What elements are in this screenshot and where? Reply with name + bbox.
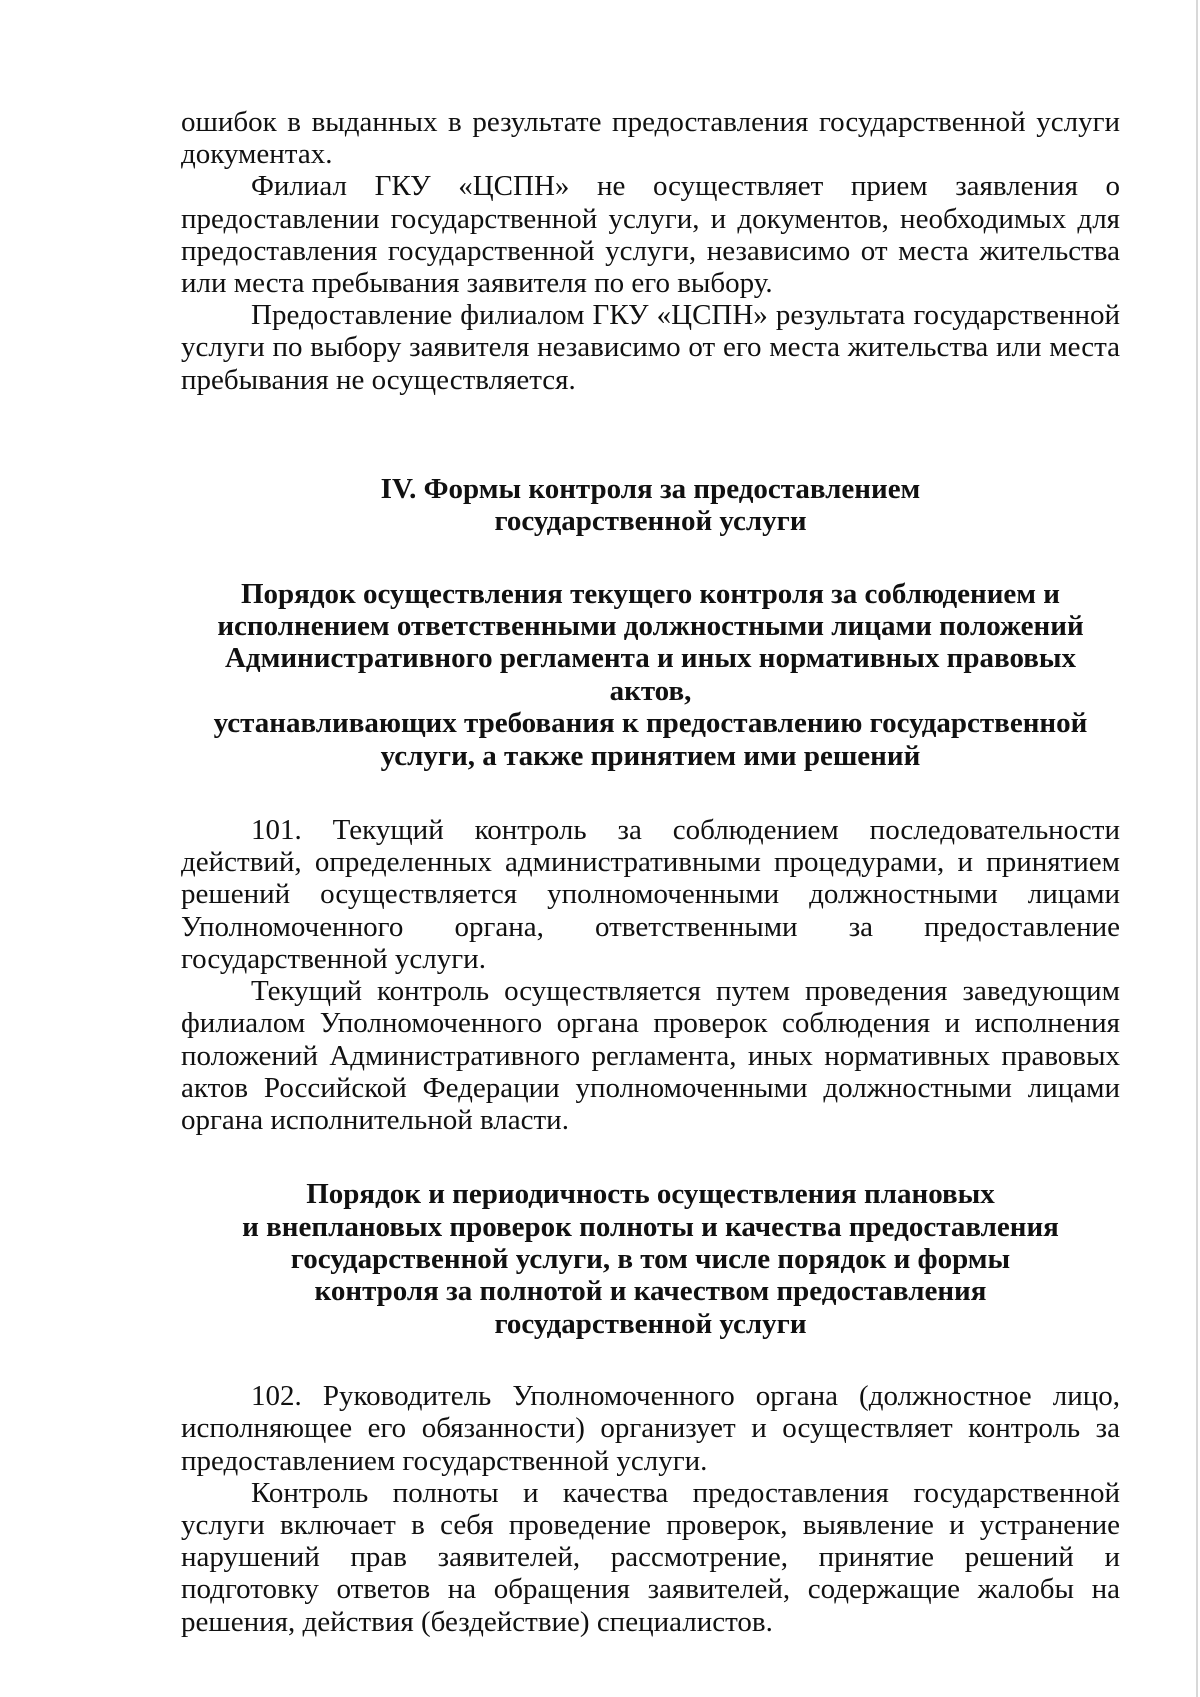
paragraph-branch-no-result: Предоставление филиалом ГКУ «ЦСПН» результата государственной услуги по выбору заявителя независимо от его места жительства или места пребывания не осуществляется. [181, 299, 1120, 396]
heading-line: государственной услуги [494, 505, 807, 538]
paragraph-errors-continuation: ошибок в выданных в результате предоставления государственной услуги документах. [181, 106, 1120, 171]
paragraph-current-control-method: Текущий контроль осуществляется путем проведения заведующим филиалом Уполномоченного органа проверок соблюдения и исполнения положений Административного регламента, иных нормативных правовых актов Российской Федерации уполномоченными должностными лицами органа исполнительной власти. [181, 975, 1120, 1136]
heading-line: и внеплановых проверок полноты и качества предоставления [242, 1210, 1059, 1243]
paragraph-102: 102. Руководитель Уполномоченного органа (должностное лицо, исполняющее его обязанности) организует и осуществляет контроль за предоставлением государственной услуги. [181, 1380, 1120, 1477]
section-heading-iv [181, 473, 1120, 538]
heading-line: IV. Формы контроля за предоставлением [380, 472, 921, 505]
paragraph-branch-no-intake: Филиал ГКУ «ЦСПН» не осуществляет прием заявления о предоставлении государственной услуги, и документов, необходимых для предоставления государственной услуги, независимо от места жительства или места пребывания заявителя по его выбору. [181, 170, 1120, 300]
heading-line: Порядок осуществления текущего контроля за соблюдением и [240, 577, 1061, 610]
heading-line: государственной услуги, в том числе порядок и формы [290, 1242, 1011, 1275]
paragraph-quality-control-scope: Контроль полноты и качества предоставления государственной услуги включает в себя проведение проверок, выявление и устранение нарушений прав заявителей, рассмотрение, принятие решений и подготовку ответов на обращения заявителей, содержащие жалобы на решения, действия (бездействие) специалистов. [181, 1476, 1120, 1638]
heading-line: государственной услуги [494, 1307, 807, 1340]
subsection-heading-planned-inspections [181, 1178, 1120, 1340]
heading-line: Порядок и периодичность осуществления плановых [306, 1178, 995, 1211]
paragraph-101: 101. Текущий контроль за соблюдением последовательности действий, определенных административными процедурами, и принятием решений осуществляется уполномоченными должностными лицами Уполномоченного органа, ответственными за предоставление государственной услуги. [181, 814, 1120, 975]
heading-line: исполнением ответственными должностными лицами положений [217, 610, 1084, 643]
heading-line: Административного регламента и иных нормативных правовых актов, [224, 642, 1077, 707]
heading-line: услуги, а также принятием ими решений [380, 739, 921, 772]
heading-line: устанавливающих требования к предоставлению государственной [213, 707, 1088, 740]
document-content [181, 106, 1120, 1638]
subsection-heading-current-control [181, 578, 1120, 772]
heading-line: контроля за полнотой и качеством предоставления [314, 1275, 987, 1308]
